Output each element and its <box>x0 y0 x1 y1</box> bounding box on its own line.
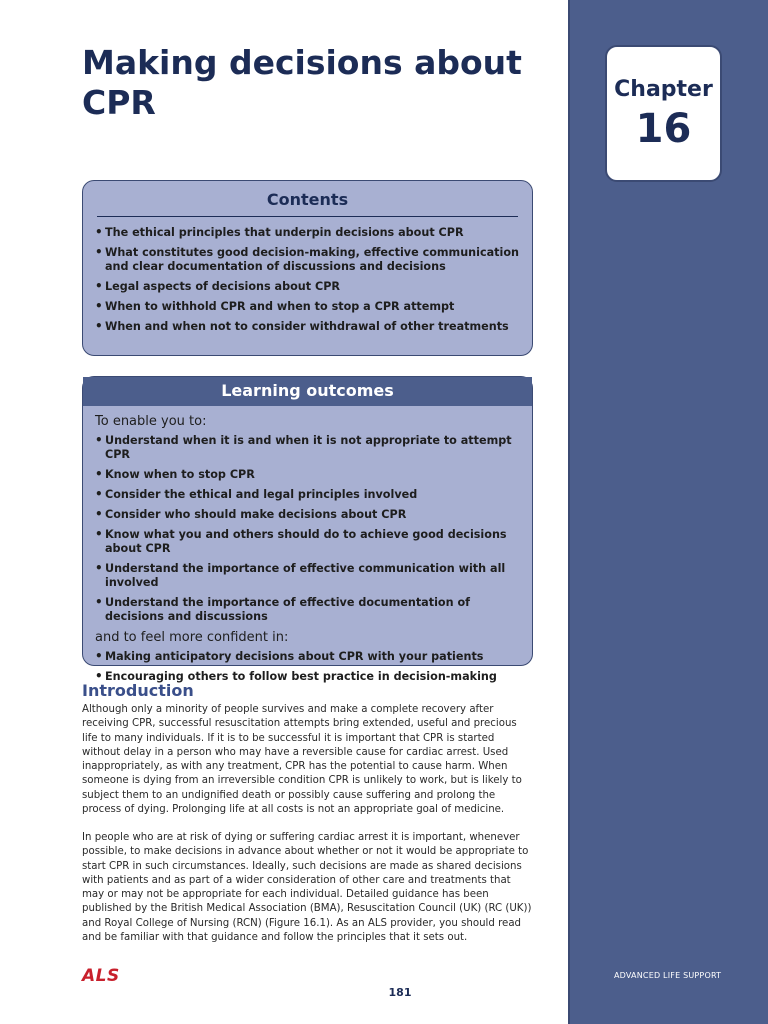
outcome-item: • Consider the ethical and legal principles involved <box>95 488 520 502</box>
als-logo: ALS <box>82 966 120 986</box>
contents-item: • The ethical principles that underpin decisions about CPR <box>95 226 520 240</box>
chapter-number: 16 <box>635 106 692 152</box>
contents-box <box>82 180 533 356</box>
contents-item: • When and when not to consider withdrawal of other treatments <box>95 320 520 334</box>
learning-outcomes-box <box>82 376 533 683</box>
confidence-intro: and to feel more confident in: <box>95 630 289 645</box>
page-title: Making decisions about CPR <box>82 43 522 122</box>
introduction-paragraph: In people who are at risk of dying or suffering cardiac arrest it is important, whenever possible, to make decisions in advance about whether or not it would be appropriate to start CPR in such circumstances. Ideally, such decisions are made as shared decisions with patients and as part of a wider consideration of other care and treatments that may or may not be appropriate for each individual. Detailed guidance has been published by the British Medical Association (BMA), Resuscitation Council (UK) (RC (UK)) and Royal College of Nursing (RCN) (Figure 16.1). As an ALS provider, you should read and be familiar with that guidance and follow the principles that it sets out. <box>82 832 532 944</box>
outcomes-list <box>83 434 532 624</box>
chapter-badge <box>605 45 722 182</box>
outcome-item: • Know when to stop CPR <box>95 468 520 482</box>
outcomes-intro: To enable you to: <box>95 414 207 429</box>
contents-item: • Legal aspects of decisions about CPR <box>95 280 520 294</box>
outcome-item: • Consider who should make decisions about CPR <box>95 508 520 522</box>
learning-outcomes-title: Learning outcomes <box>83 377 532 406</box>
contents-item: • What constitutes good decision-making, effective communication and clear documentation of discussions and decisions <box>95 246 520 274</box>
outcome-item: • Understand the importance of effective communication with all involved <box>95 562 520 590</box>
page-number: 181 <box>388 986 412 999</box>
confidence-list <box>83 650 532 684</box>
outcome-item: • Understand the importance of effective documentation of decisions and discussions <box>95 596 520 624</box>
outcome-item: • Know what you and others should do to achieve good decisions about CPR <box>95 528 520 556</box>
confidence-item: • Encouraging others to follow best practice in decision-making <box>95 670 520 684</box>
outcome-item: • Understand when it is and when it is not appropriate to attempt CPR <box>95 434 520 462</box>
introduction-paragraph: Although only a minority of people survives and make a complete recovery after receiving CPR, successful resuscitation attempts bring extended, useful and precious life to many individuals. If it is to be successful it is important that CPR is started without delay in a person who may have a reversible cause for cardiac arrest. Used inappropriately, as with any treatment, CPR has the potential to cause harm. When someone is dying from an irreversible condition CPR is unlikely to work, but is likely to subject them to an undignified death or possibly cause suffering and prolong the process of dying. Prolonging life at all costs is not an appropriate goal of medicine. <box>82 704 522 816</box>
footer-series-label: ADVANCED LIFE SUPPORT <box>614 971 722 980</box>
confidence-item: • Making anticipatory decisions about CPR with your patients <box>95 650 520 664</box>
chapter-label: Chapter <box>614 77 713 102</box>
contents-item: • When to withhold CPR and when to stop a CPR attempt <box>95 300 520 314</box>
introduction-heading: Introduction <box>82 681 194 700</box>
contents-list <box>83 226 532 334</box>
contents-title: Contents <box>97 190 518 217</box>
